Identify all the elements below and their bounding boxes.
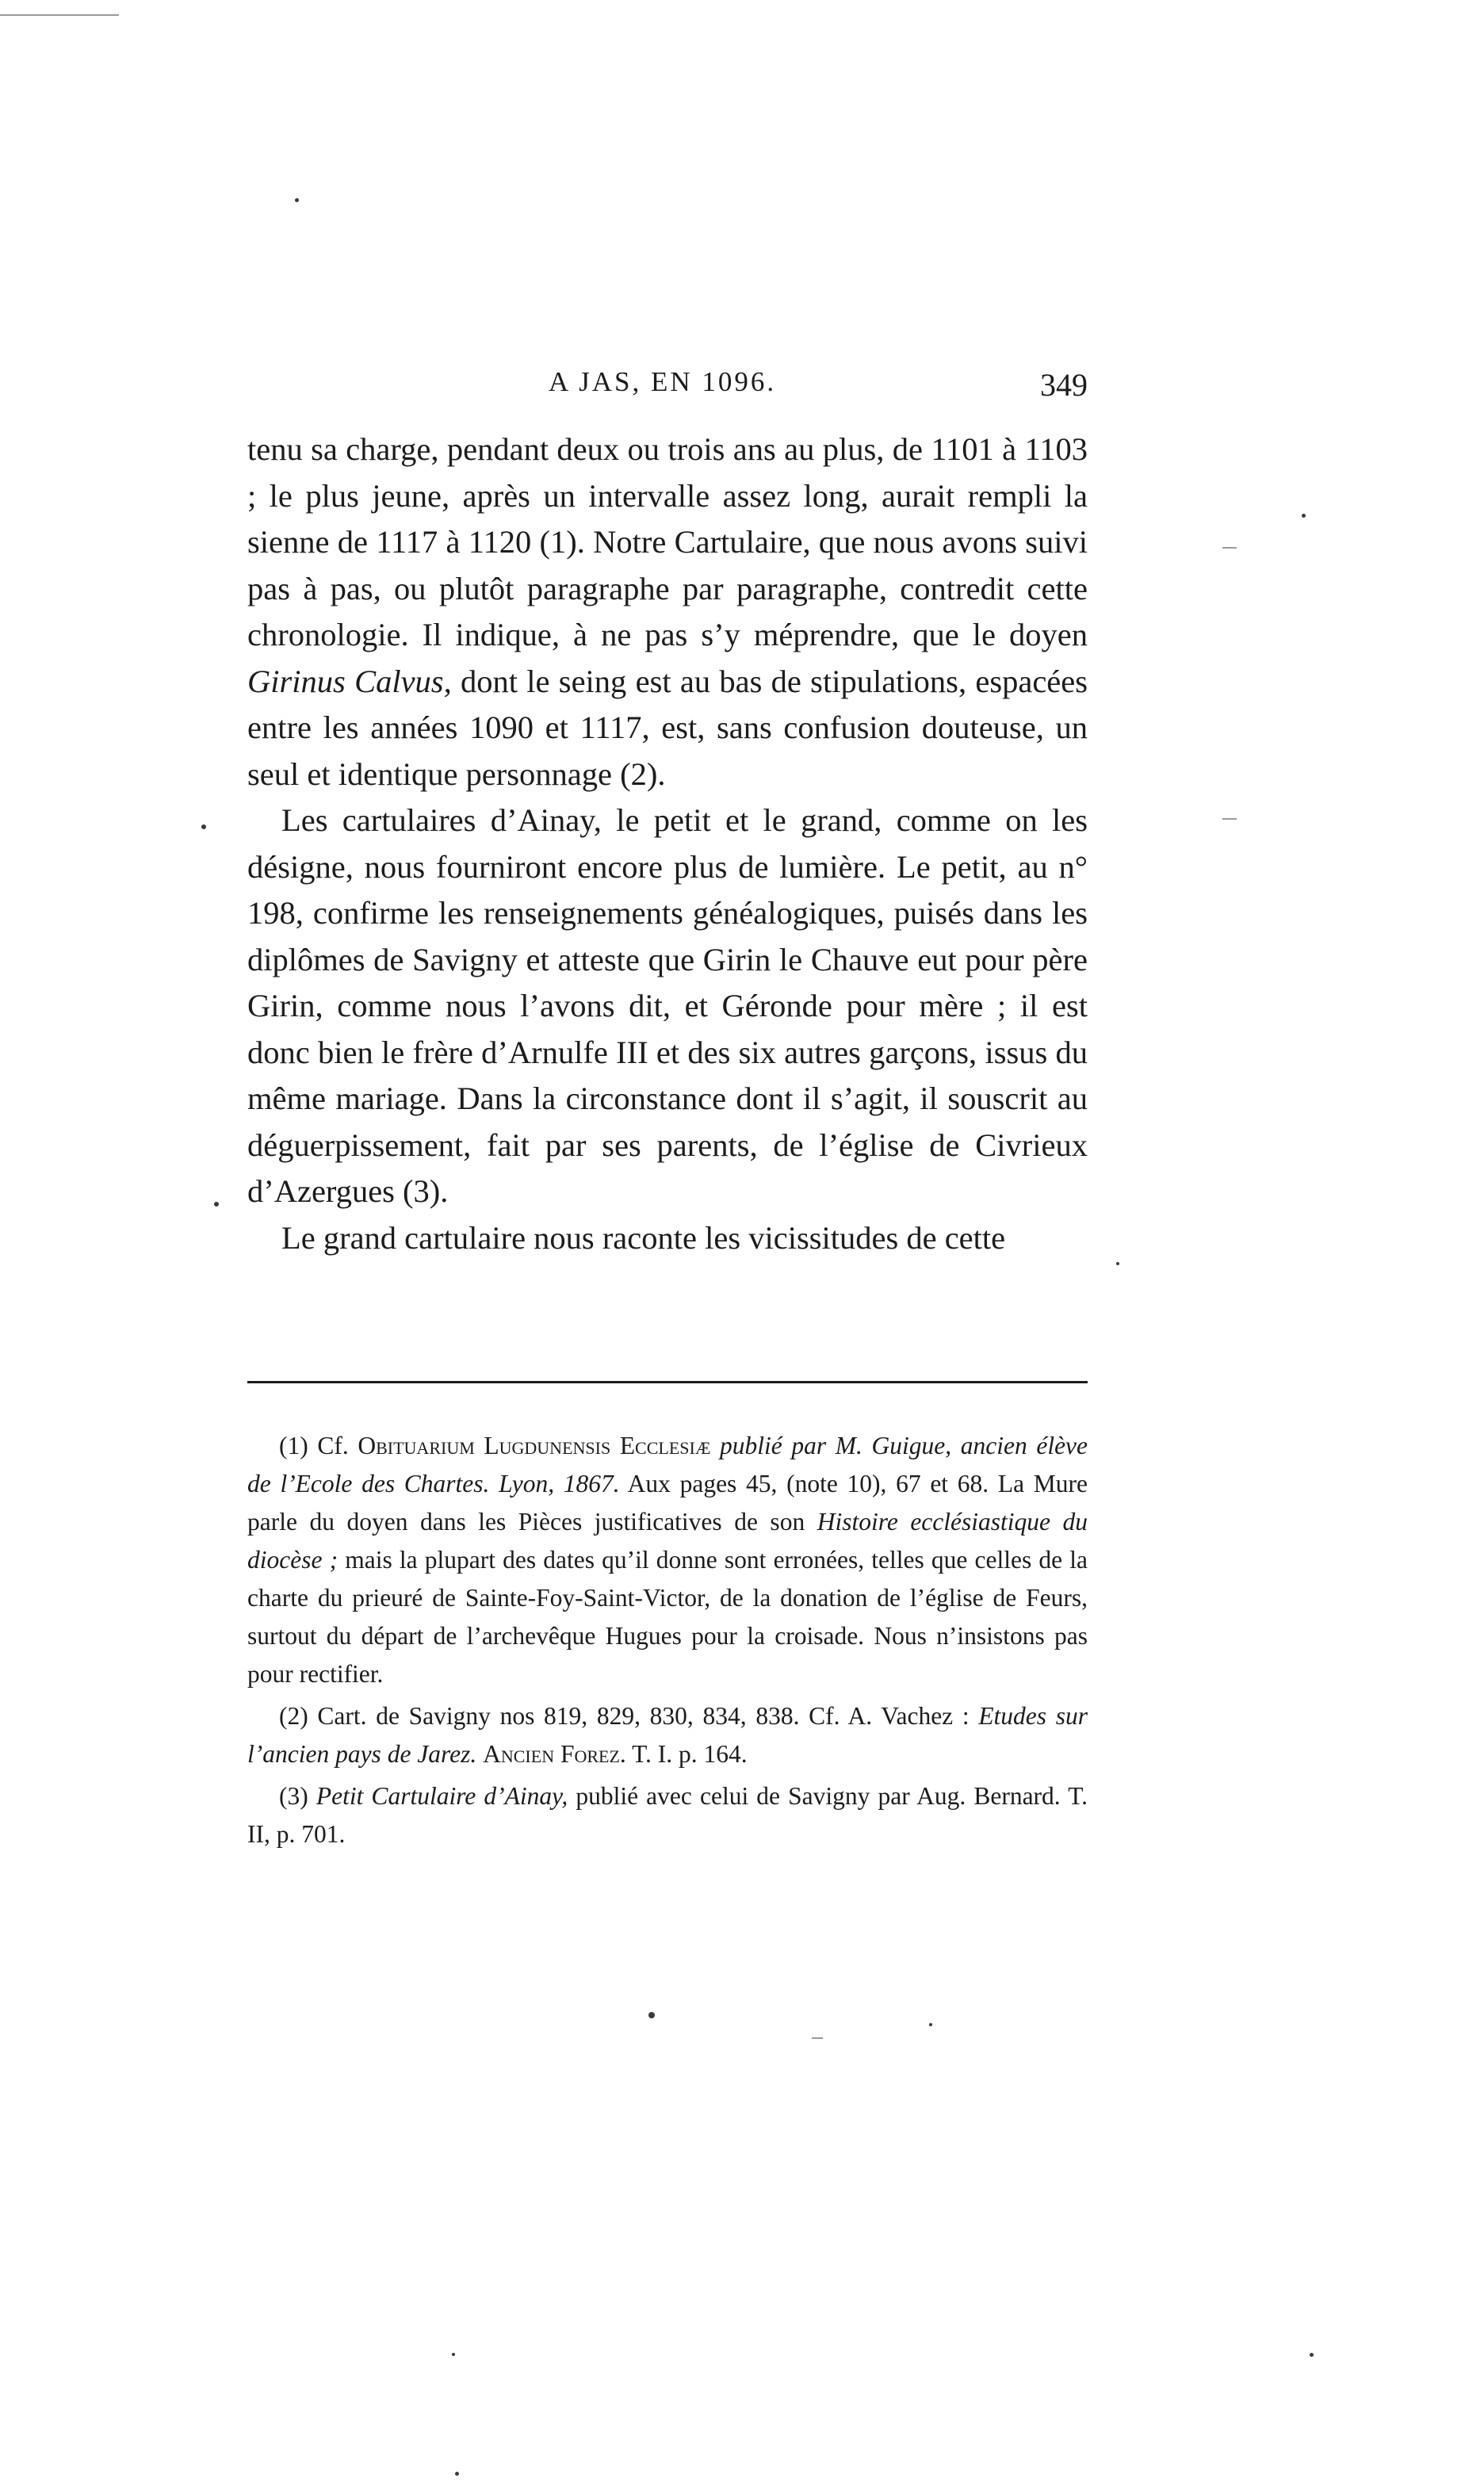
scan-mark bbox=[812, 2037, 823, 2039]
footnote-1-text: Aux pages 45, (note 10), 67 et 68. La Mure parle du doyen dans les Pièces justificatives de son bbox=[247, 1470, 1088, 1536]
footnote-3-end: publié avec celui de Savigny par Aug. Bernard. T. II, p. 701. bbox=[247, 1782, 1088, 1848]
footnote-2-end: T. I. p. 164. bbox=[632, 1740, 748, 1768]
footnote-2 bbox=[247, 1697, 1088, 1773]
scan-speck bbox=[295, 198, 299, 202]
footnotes bbox=[247, 1427, 1088, 1857]
running-title: A JAS, EN 1096. bbox=[549, 366, 777, 397]
scan-speck bbox=[452, 2353, 455, 2356]
scan-speck bbox=[1302, 514, 1306, 518]
footnote-3-lead: (3) bbox=[279, 1782, 308, 1810]
page-header bbox=[247, 366, 1088, 417]
footnote-1-lead: (1) Cf. bbox=[279, 1432, 349, 1459]
scan-speck bbox=[929, 2023, 932, 2026]
footnote-1 bbox=[247, 1427, 1088, 1693]
paragraph-3 bbox=[247, 1215, 1088, 1262]
paragraph-2-text: Les cartulaires d’Ainay, le petit et le grand, comme on les désigne, nous fourniront encore plus de lumière. Le petit, au n° 198, confirme les renseignements généalogiques, puisés dans les diplômes de Savigny et atteste que Girin le Chauve eut pour père Girin, comme nous l’avons dit, et Géronde pour mère ; il est donc bien le frère d’Arnulfe III et des six autres garçons, issus du même mariage. Dans la circonstance dont il s’agit, il souscrit au déguerpissement, fait par ses parents, de l’église de Civrieux d’Azergues (3). bbox=[247, 802, 1088, 1209]
scan-speck bbox=[214, 1202, 219, 1207]
page-number: 349 bbox=[1040, 367, 1088, 403]
main-text bbox=[247, 426, 1088, 1261]
footnote-1-italic: publié par M. Guigue, ancien élève de l’Ecole des Chartes. Lyon, 1867. bbox=[247, 1432, 1088, 1497]
footnote-divider bbox=[247, 1381, 1088, 1383]
scan-speck bbox=[1116, 1262, 1119, 1265]
paragraph-2 bbox=[247, 797, 1088, 1215]
footnote-1-end: mais la plupart des dates qu’il donne sont erronées, telles que celles de la charte du prieuré de Sainte-Foy-Saint-Victor, de la donation de l’église de Feurs, surtout du départ de l’archevêque Hugues pour la croisade. Nous n’insistons pas pour rectifier. bbox=[247, 1546, 1088, 1688]
footnote-3 bbox=[247, 1777, 1088, 1853]
scan-speck bbox=[648, 2012, 655, 2018]
footnote-2-smallcaps: Ancien Forez. bbox=[483, 1740, 626, 1768]
scan-speck bbox=[455, 2472, 459, 2476]
scan-mark bbox=[1222, 818, 1237, 820]
footnote-1-italic-2: Histoire ecclésiastique du diocèse ; bbox=[247, 1508, 1088, 1574]
scan-speck bbox=[1310, 2353, 1314, 2357]
paragraph-1 bbox=[247, 426, 1088, 797]
scan-speck bbox=[201, 824, 206, 829]
footnote-3-italic: Petit Cartulaire d’Ainay, bbox=[316, 1782, 568, 1810]
footnote-2-lead: (2) Cart. de Savigny nos 819, 829, 830, 834, 838. Cf. A. Vachez : bbox=[279, 1702, 970, 1730]
scan-mark bbox=[1222, 547, 1237, 549]
paragraph-1-italic: Girinus Calvus, bbox=[247, 663, 452, 699]
footnote-1-smallcaps: Obituarium Lugdunensis Ecclesiæ bbox=[358, 1432, 711, 1459]
footnote-2-italic: Etudes sur l’ancien pays de Jarez. bbox=[247, 1702, 1088, 1768]
paragraph-1-text: tenu sa charge, pendant deux ou trois ans au plus, de 1101 à 1103 ; le plus jeune, après un intervalle assez long, aurait rempli la sienne de 1117 à 1120 (1). Notre Cartulaire, que nous avons suivi pas à pas, ou plutôt paragraphe par paragraphe, contredit cette chronologie. Il indique, à ne pas s’y méprendre, que le doyen bbox=[247, 431, 1088, 652]
paragraph-3-text: Le grand cartulaire nous raconte les vicissitudes de cette bbox=[281, 1219, 1006, 1256]
scan-mark-top-left bbox=[0, 14, 119, 16]
paragraph-1-end: dont le seing est au bas de stipulations, espacées entre les années 1090 et 1117, est, sans confusion douteuse, un seul et identique personnage (2). bbox=[247, 663, 1088, 792]
